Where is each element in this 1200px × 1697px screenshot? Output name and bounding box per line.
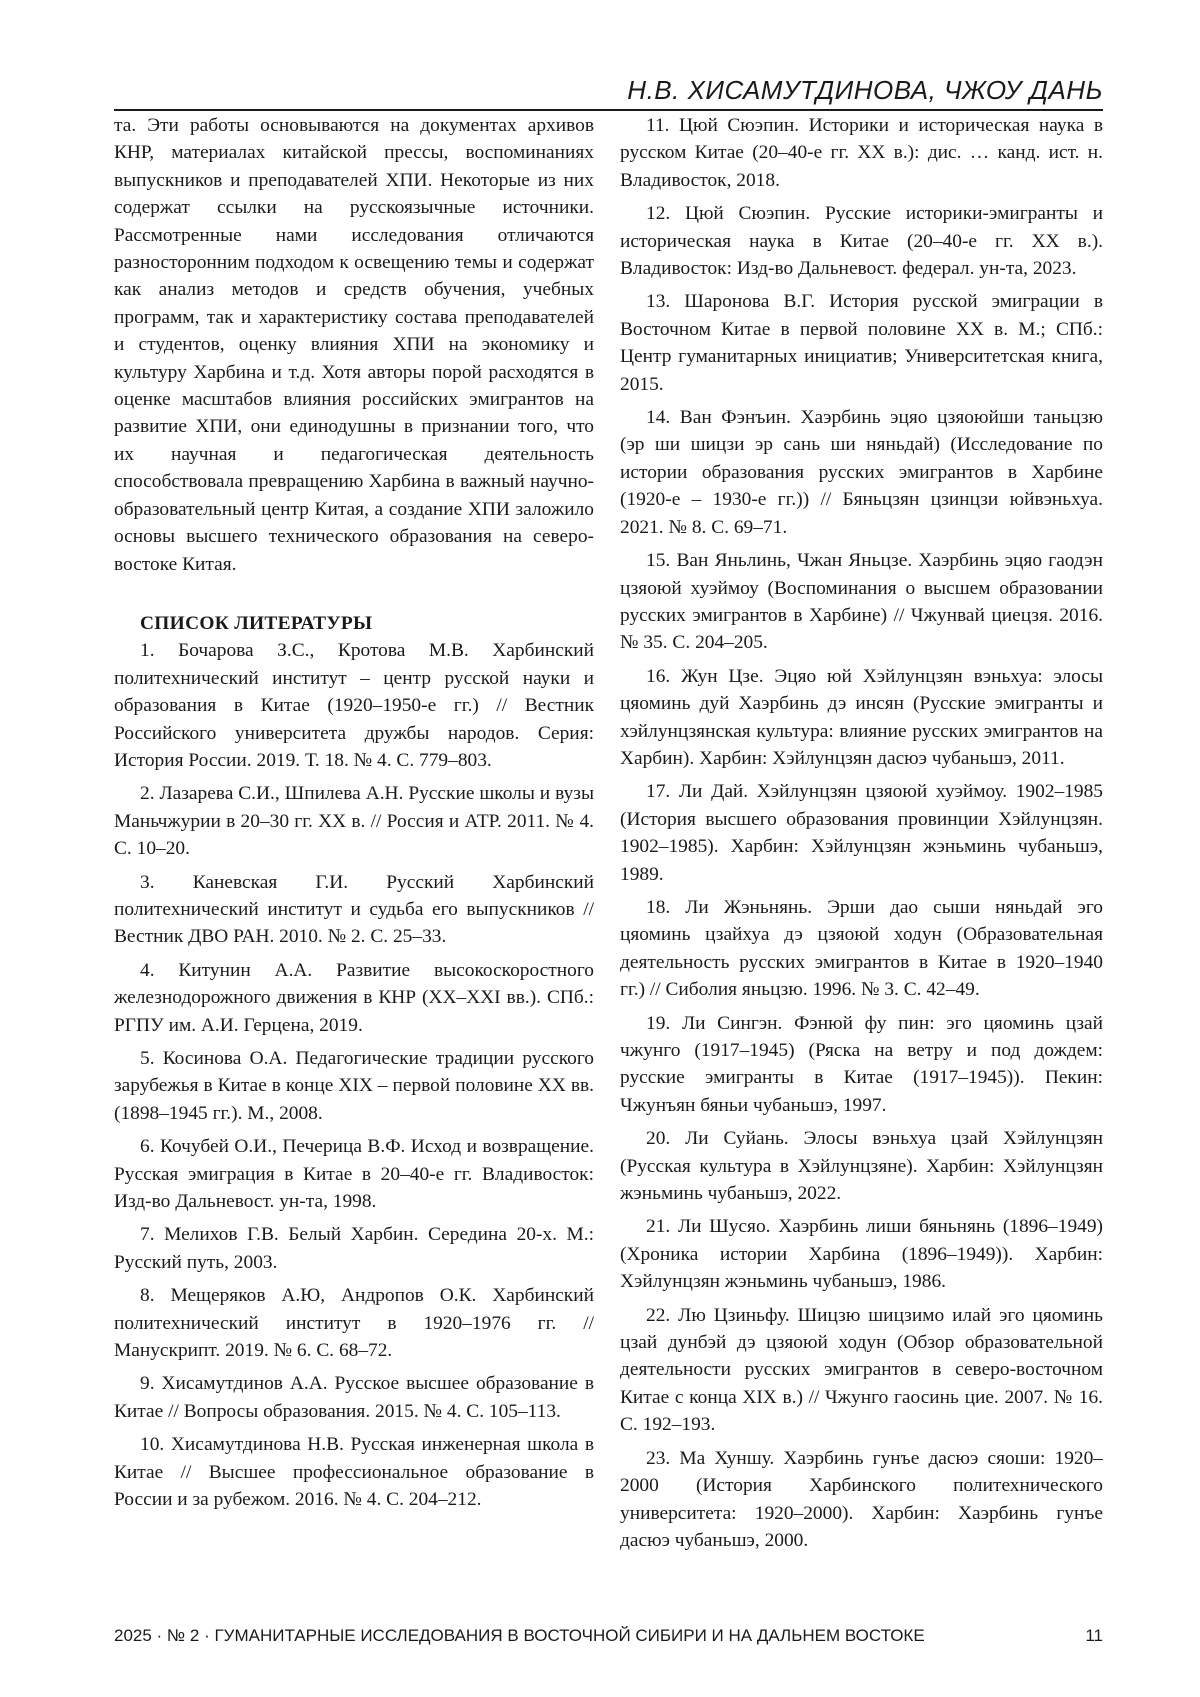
reference-item: 21. Ли Шусяо. Хаэрбинь лиши бяньнянь (1896–1949) (Хроника истории Харбина (1896–1949)). Харбин: Хэйлунцзян жэньминь чубаньшэ, 1986. bbox=[620, 1216, 1103, 1293]
reference-item: 17. Ли Дай. Хэйлунцзян цзяоюй хуэймоу. 1902–1985 (История высшего образования провинции Хэйлунцзян. 1902–1985). Харбин: Хэйлунцзян жэньминь чубаньшэ, 1989. bbox=[620, 781, 1103, 885]
left-column bbox=[114, 112, 594, 1592]
intro-paragraph: та. Эти работы основываются на документах архивов КНР, материалах китайской прессы, воспоминаниях выпускников и преподавателей ХПИ. Некоторые из них содержат ссылки на русскоязычные источники. Рассмотренные нами исследования отличаются разносторонним подходом к освещению темы и содержат как анализ методов и средств обучения, учебных программ, так и характеристику состава преподавателей и студентов, оценку влияния ХПИ на экономику и культуру Харбина и т.д. Хотя авторы порой расходятся в оценке масштабов влияния российских эмигрантов на развитие ХПИ, они единодушны в признании того, что их научная и педагогическая деятельность способствовала превращению Харбина в важный научно-образовательный центр Китая, а создание ХПИ заложило основы высшего технического образования на северо-востоке Китая. bbox=[114, 115, 594, 575]
reference-list-left bbox=[114, 637, 594, 1513]
reference-item: 20. Ли Суйань. Элосы вэньхуа цзай Хэйлунцзян (Русская культура в Хэйлунцзяне). Харбин: Хэйлунцзян жэньминь чубаньшэ, 2022. bbox=[620, 1128, 1103, 1205]
reference-item: 9. Хисамутдинов А.А. Русское высшее образование в Китае // Вопросы образования. 2015. № 4. С. 105–113. bbox=[114, 1373, 594, 1422]
reference-item: 5. Косинова О.А. Педагогические традиции русского зарубежья в Китае в конце XIX – первой половине XX вв. (1898–1945 гг.). М., 2008. bbox=[114, 1048, 594, 1124]
journal-title: 2025 · № 2 · ГУМАНИТАРНЫЕ ИССЛЕДОВАНИЯ В ВОСТОЧНОЙ СИБИРИ И НА ДАЛЬНЕМ ВОСТОКЕ bbox=[114, 1626, 925, 1645]
page-footer bbox=[114, 1626, 1103, 1646]
reference-item: 2. Лазарева С.И., Шпилева А.Н. Русские школы и вузы Маньчжурии в 20–30 гг. XX в. // Россия и АТР. 2011. № 4. С. 10–20. bbox=[114, 783, 594, 860]
right-column bbox=[620, 112, 1103, 1592]
reference-item: 11. Цюй Сюэпин. Историки и историческая наука в русском Китае (20–40-е гг. XX в.): дис. … канд. ист. н. Владивосток, 2018. bbox=[620, 115, 1103, 191]
reference-item: 1. Бочарова З.С., Кротова М.В. Харбинский политехнический институт – центр русской науки и образования в Китае (1920–1950-е гг.) // Вестник Российского университета дружбы народов. Серия: История России. 2019. Т. 18. № 4. С. 779–803. bbox=[114, 640, 594, 771]
header-rule bbox=[114, 109, 1103, 111]
running-head-authors: Н.В. ХИСАМУТДИНОВА, ЧЖОУ ДАНЬ bbox=[627, 75, 1103, 105]
reference-item: 19. Ли Сингэн. Фэнюй фу пин: эго цяоминь цзай чжунго (1917–1945) (Ряска на ветру и под дождем: русские эмигранты в Китае (1917–1945)). Пекин: Чжунъян бяньи чубаньшэ, 1997. bbox=[620, 1012, 1103, 1116]
reference-item: 8. Мещеряков А.Ю, Андропов О.К. Харбинский политехнический институт в 1920–1976 гг. // Манускрипт. 2019. № 6. С. 68–72. bbox=[114, 1285, 594, 1362]
reference-item: 3. Каневская Г.И. Русский Харбинский политехнический институт и судьба его выпускников // Вестник ДВО РАН. 2010. № 2. С. 25–33. bbox=[114, 871, 594, 948]
reference-item: 14. Ван Фэнъин. Хаэрбинь эцяо цзяоюйши таньцзю (эр ши шицзи эр сань ши няньдай) (Исследование по истории образования русских эмигрантов в Харбине (1920-е – 1930-е гг.)) // Бяньцзян цзинцзи юйвэньхуа. 2021. № 8. С. 69–71. bbox=[620, 407, 1103, 538]
reference-item: 6. Кочубей О.И., Печерица В.Ф. Исход и возвращение. Русская эмиграция в Китае в 20–40-е гг. Владивосток: Изд-во Дальневост. ун-та, 1998. bbox=[114, 1136, 594, 1213]
page-number: 11 bbox=[1085, 1626, 1103, 1645]
reference-item: 7. Мелихов Г.В. Белый Харбин. Середина 20-х. М.: Русский путь, 2003. bbox=[114, 1224, 594, 1273]
reference-item: 10. Хисамутдинова Н.В. Русская инженерная школа в Китае // Высшее профессиональное образование в России и за рубежом. 2016. № 4. С. 204–212. bbox=[114, 1434, 594, 1511]
reference-item: 22. Лю Цзиньфу. Шицзю шицзимо илай эго цяоминь цзай дунбэй дэ цзяоюй ходун (Обзор образовательной деятельности русских эмигрантов в северо-восточном Китае с конца XIX в.) // Чжунго гаосинь цие. 2007. № 16. С. 192–193. bbox=[620, 1304, 1103, 1436]
reference-item: 16. Жун Цзе. Эцяо юй Хэйлунцзян вэньхуа: элосы цяоминь дуй Хаэрбинь дэ инсян (Русские эмигранты и хэйлунцзянская культура: влияние русских эмигрантов на Харбин). Харбин: Хэйлунцзян дасюэ чубаньшэ, 2011. bbox=[620, 665, 1103, 769]
reference-item: 4. Китунин А.А. Развитие высокоскоростного железнодорожного движения в КНР (XX–XXI вв.). СПб.: РГПУ им. А.И. Герцена, 2019. bbox=[114, 959, 594, 1036]
reference-item: 13. Шаронова В.Г. История русской эмиграции в Восточном Китае в первой половине XX в. М.; СПб.: Центр гуманитарных инициатив; Университетская книга, 2015. bbox=[620, 291, 1103, 395]
reference-item: 23. Ма Хуншу. Хаэрбинь гунъе дасюэ сяоши: 1920–2000 (История Харбинского политехнического университета: 1920–2000). Харбин: Хаэрбинь гунъе дасюэ чубаньшэ, 2000. bbox=[620, 1447, 1103, 1551]
bibliography-title: СПИСОК ЛИТЕРАТУРЫ bbox=[140, 612, 373, 634]
reference-item: 18. Ли Жэньнянь. Эрши дао сыши няньдай эго цяоминь цзайхуа дэ цзяоюй ходун (Образовательная деятельность русских эмигрантов в Китае в 1920–1940 гг.) // Сиболия яньцзю. 1996. № 3. С. 42–49. bbox=[620, 896, 1103, 1001]
reference-list-right bbox=[620, 112, 1103, 1554]
reference-item: 15. Ван Яньлинь, Чжан Яньцзе. Хаэрбинь эцяо гаодэн цзяоюй хуэймоу (Воспоминания о высшем образовании русских эмигрантов в Харбине) // Чжунвай циецзя. 2016. № 35. С. 204–205. bbox=[620, 550, 1103, 654]
reference-item: 12. Цюй Сюэпин. Русские историки-эмигранты и историческая наука в Китае (20–40-е гг. XX в.). Владивосток: Изд-во Дальневост. федерал. ун-та, 2023. bbox=[620, 203, 1103, 280]
